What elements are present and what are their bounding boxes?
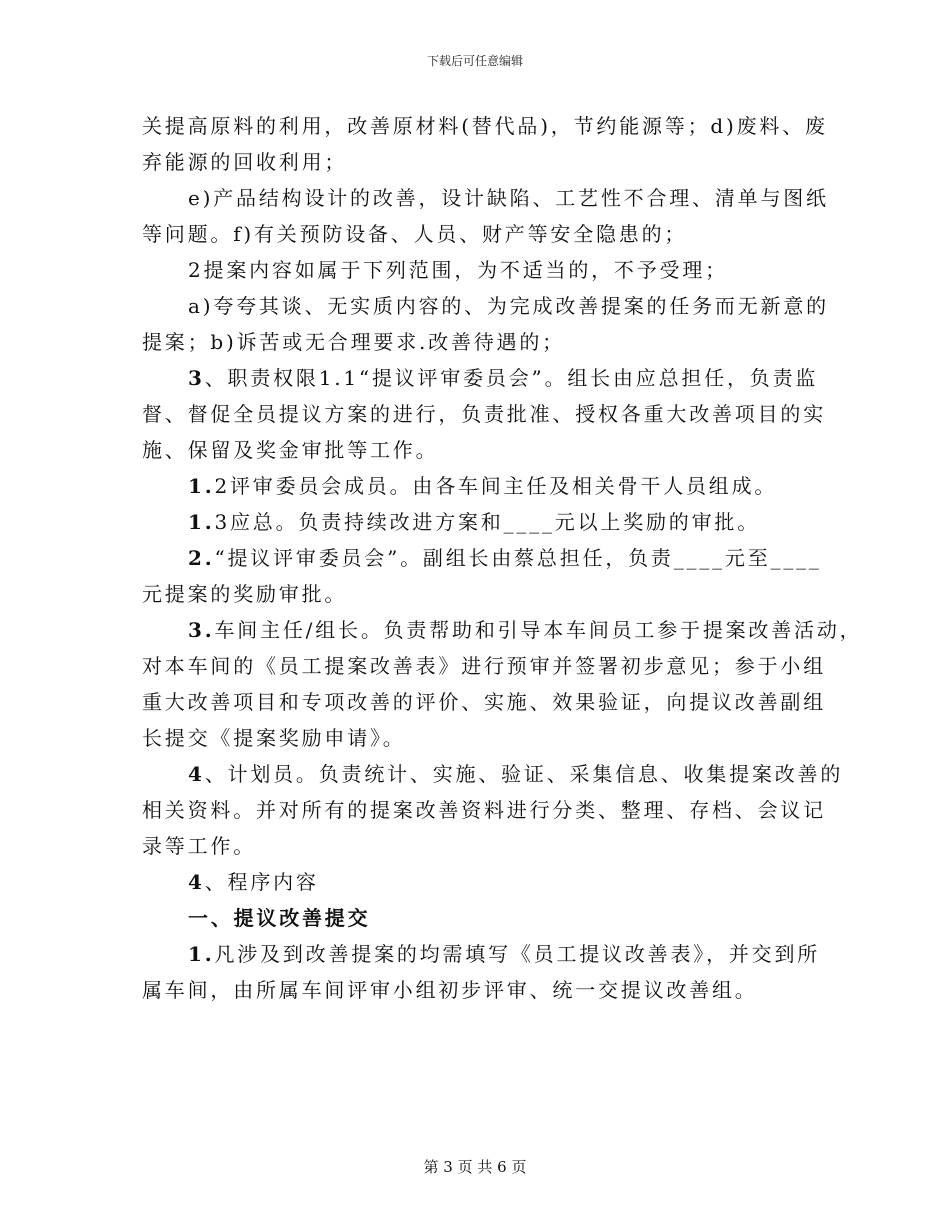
text-line: [142, 432, 817, 468]
line-text: 元提案的奖励审批。: [142, 582, 348, 606]
item-number: 3.: [188, 618, 215, 642]
line-text: 关提高原料的利用，改善原材料(替代品)，节约能源等；d)废料、废: [142, 114, 828, 138]
line-text: e)产品结构设计的改善，设计缺陷、工艺性不合理、清单与图纸: [188, 186, 829, 210]
section-heading: 一、提议改善提交: [188, 906, 371, 930]
text-line: [142, 288, 829, 324]
text-line: [142, 468, 817, 504]
text-line: [142, 324, 817, 360]
text-line: [142, 792, 826, 828]
text-line: [142, 828, 817, 864]
document-body: [142, 108, 863, 1008]
text-line: [142, 936, 821, 972]
line-text: 车间主任/组长。负责帮助和引导本车间员工参于提案改善活动，: [214, 618, 863, 642]
text-line: [142, 396, 826, 432]
text-line: [142, 972, 817, 1008]
line-text: 、程序内容: [204, 870, 319, 894]
text-line: [142, 360, 817, 396]
text-line: [142, 720, 817, 756]
line-text: 对本车间的《员工提案改善表》进行预审并签署初步意见；参于小组: [142, 654, 826, 678]
line-text: a)夸夸其谈、无实质内容的、为完成改善提案的任务而无新意的: [188, 294, 829, 318]
text-line: [142, 252, 817, 288]
line-text: “提议评审委员会”。副组长由蔡总担任，负责____元至____: [214, 546, 822, 570]
line-text: 重大改善项目和专项改善的评价、实施、效果验证，向提议改善副组: [142, 690, 826, 714]
item-number: 4: [188, 870, 205, 894]
line-text: 提案；b)诉苦或无合理要求.改善待遇的；: [142, 330, 565, 354]
line-text: 录等工作。: [142, 834, 256, 858]
line-text: 施、保留及奖金审批等工作。: [142, 438, 439, 462]
line-text: 等问题。f)有关预防设备、人员、财产等安全隐患的；: [142, 222, 688, 246]
line-text: 2提案内容如属于下列范围，为不适当的，不予受理；: [188, 258, 728, 282]
text-line: [142, 504, 817, 540]
line-text: 长提交《提案奖励申请》。: [142, 726, 406, 750]
text-line: [142, 864, 817, 900]
line-text: 3应总。负责持续改进方案和____元以上奖励的审批。: [214, 510, 761, 534]
item-number: 2.: [188, 546, 215, 570]
line-text: 、职责权限1.1“提议评审委员会”。组长由应总担任，负责监: [204, 366, 819, 390]
text-line: [142, 612, 863, 648]
line-text: 、计划员。负责统计、实施、验证、采集信息、收集提案改善的: [204, 762, 844, 786]
line-text: 弃能源的回收利用；: [142, 150, 348, 174]
item-number: 1.: [188, 942, 215, 966]
text-line: [142, 684, 826, 720]
item-number: 1.: [188, 474, 215, 498]
line-text: 2评审委员会成员。由各车间主任及相关骨干人员组成。: [214, 474, 778, 498]
line-text: 凡涉及到改善提案的均需填写《员工提议改善表》，并交到所: [214, 942, 821, 966]
line-text: 督、督促全员提议方案的进行，负责批准、授权各重大改善项目的实: [142, 402, 826, 426]
text-line: [142, 756, 844, 792]
text-line: [142, 576, 817, 612]
item-number: 1.: [188, 510, 215, 534]
item-number: 3: [188, 366, 205, 390]
text-line: [142, 144, 817, 180]
page-header: 下载后可任意编辑: [426, 54, 523, 68]
text-line: [142, 216, 817, 252]
text-line: [142, 180, 829, 216]
text-line: [142, 540, 822, 576]
line-text: 相关资料。并对所有的提案改善资料进行分类、整理、存档、会议记: [142, 798, 826, 822]
text-line: [142, 108, 828, 144]
line-text: 属车间，由所属车间评审小组初步评审、统一交提议改善组。: [142, 978, 758, 1002]
item-number: 4: [188, 762, 205, 786]
page-footer: 第 3 页 共 6 页: [423, 1158, 527, 1176]
text-line: [142, 648, 826, 684]
